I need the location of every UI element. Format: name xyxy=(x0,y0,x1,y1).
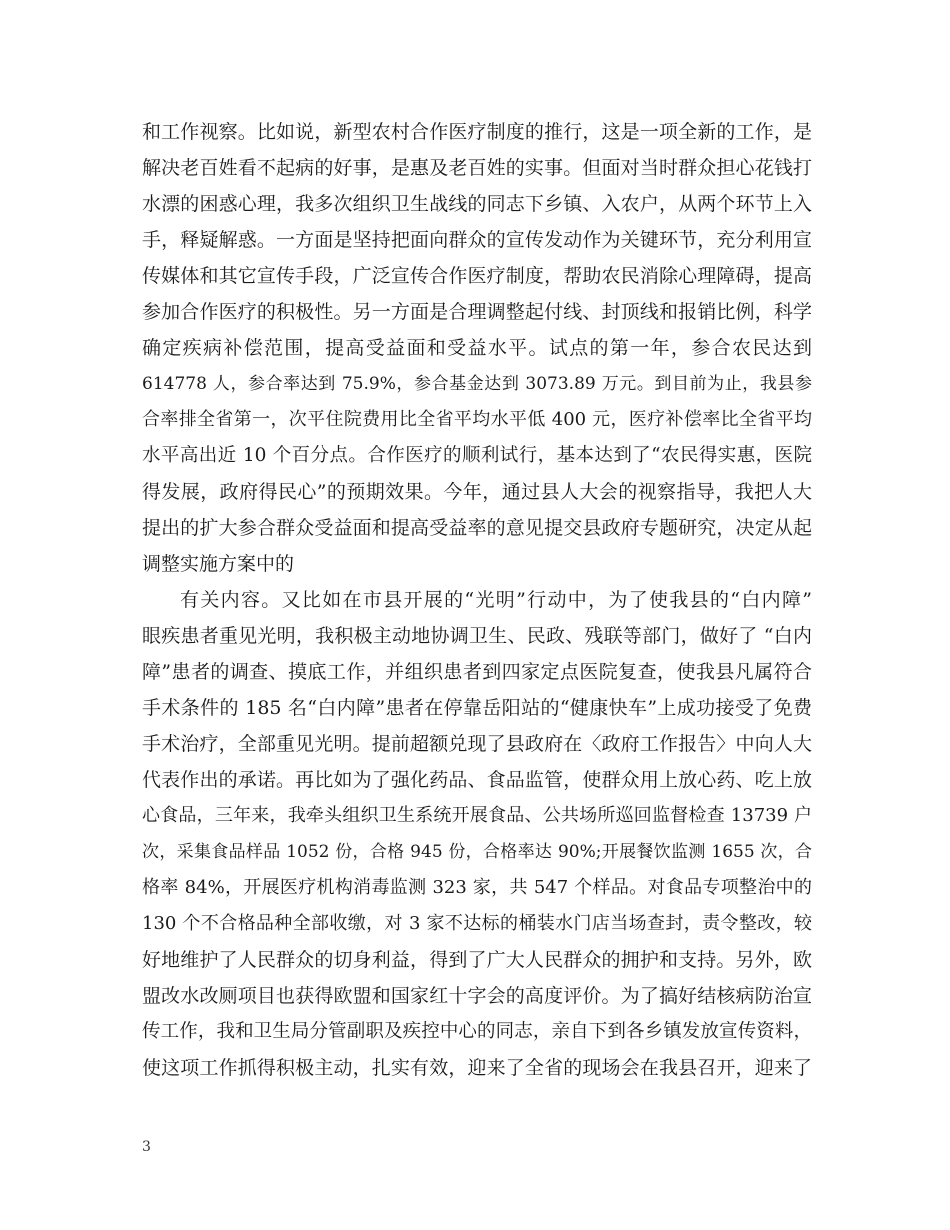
text-line: 和工作视察。比如说，新型农村合作医疗制度的推行，这是一项全新的工作，是 xyxy=(142,121,812,143)
text-line: 提出的扩大参合群众受益面和提高受益率的意见提交县政府专题研究，决定从起 xyxy=(142,517,812,539)
text-line: 水漂的困惑心理，我多次组织卫生战线的同志下乡镇、入农户，从两个环节上入 xyxy=(142,193,812,215)
text-line: 传工作，我和卫生局分管副职及疾控中心的同志，亲自下到各乡镇发放宣传资料， xyxy=(142,1021,812,1042)
text-line: 水平高出近 10 个百分点。合作医疗的顺利试行，基本达到了“农民得实惠，医院 xyxy=(142,445,812,466)
text-line: 解决老百姓看不起病的好事，是惠及老百姓的实事。但面对当时群众担心花钱打 xyxy=(142,157,812,179)
text-line: 障”患者的调查、摸底工作，并组织患者到四家定点医院复查，使我县凡属符合 xyxy=(142,661,812,683)
text-line: 次，采集食品样品 1052 份，合格 945 份，合格率达 90%;开展餐饮监测 1655 次，合 xyxy=(142,842,812,862)
text-line: 614778 人，参合率达到 75.9%，参合基金达到 3073.89 万元。到目前为止，我县参 xyxy=(142,374,812,394)
text-line: 使这项工作抓得积极主动，扎实有效，迎来了全省的现场会在我县召开，迎来了 xyxy=(142,1057,812,1079)
text-line: 得发展，政府得民心”的预期效果。今年，通过县人大会的视察指导，我把人大 xyxy=(142,481,812,503)
text-line: 确定疾病补偿范围，提高受益面和受益水平。试点的第一年，参合农民达到 xyxy=(142,337,812,359)
paragraph-first-line: 有关内容。又比如在市县开展的“光明”行动中，为了使我县的“白内障” xyxy=(180,589,812,611)
text-line: 手术条件的 185 名“白内障”患者在停靠岳阳站的“健康快车”上成功接受了免费 xyxy=(142,697,812,719)
text-line: 合率排全省第一，次平住院费用比全省平均水平低 400 元，医疗补偿率比全省平均 xyxy=(142,409,812,430)
text-line: 130 个不合格品种全部收缴，对 3 家不达标的桶装水门店当场查封，责令整改，较 xyxy=(142,913,812,934)
text-line: 代表作出的承诺。再比如为了强化药品、食品监管，使群众用上放心药、吃上放 xyxy=(142,769,812,791)
page-number: 3 xyxy=(142,1139,151,1155)
text-line: 盟改水改厕项目也获得欧盟和国家红十字会的高度评价。为了搞好结核病防治宣 xyxy=(142,985,812,1007)
text-line: 调整实施方案中的 xyxy=(142,553,295,575)
text-line: 参加合作医疗的积极性。另一方面是合理调整起付线、封顶线和报销比例，科学 xyxy=(142,301,812,323)
text-line: 手术治疗，全部重见光明。提前超额兑现了县政府在〈政府工作报告〉中向人大 xyxy=(142,733,812,755)
text-line: 眼疾患者重见光明，我积极主动地协调卫生、民政、残联等部门，做好了 “白内 xyxy=(142,625,812,647)
text-line: 传媒体和其它宣传手段，广泛宣传合作医疗制度，帮助农民消除心理障碍，提高 xyxy=(142,265,812,287)
text-line: 好地维护了人民群众的切身利益，得到了广大人民群众的拥护和支持。另外，欧 xyxy=(142,949,812,971)
text-line: 格率 84%，开展医疗机构消毒监测 323 家，共 547 个样品。对食品专项整治中的 xyxy=(142,877,812,898)
text-line: 心食品，三年来，我牵头组织卫生系统开展食品、公共场所巡回监督检查 13739 户 xyxy=(142,805,812,826)
text-line: 手，释疑解惑。一方面是坚持把面向群众的宣传发动作为关键环节，充分利用宣 xyxy=(142,229,812,251)
